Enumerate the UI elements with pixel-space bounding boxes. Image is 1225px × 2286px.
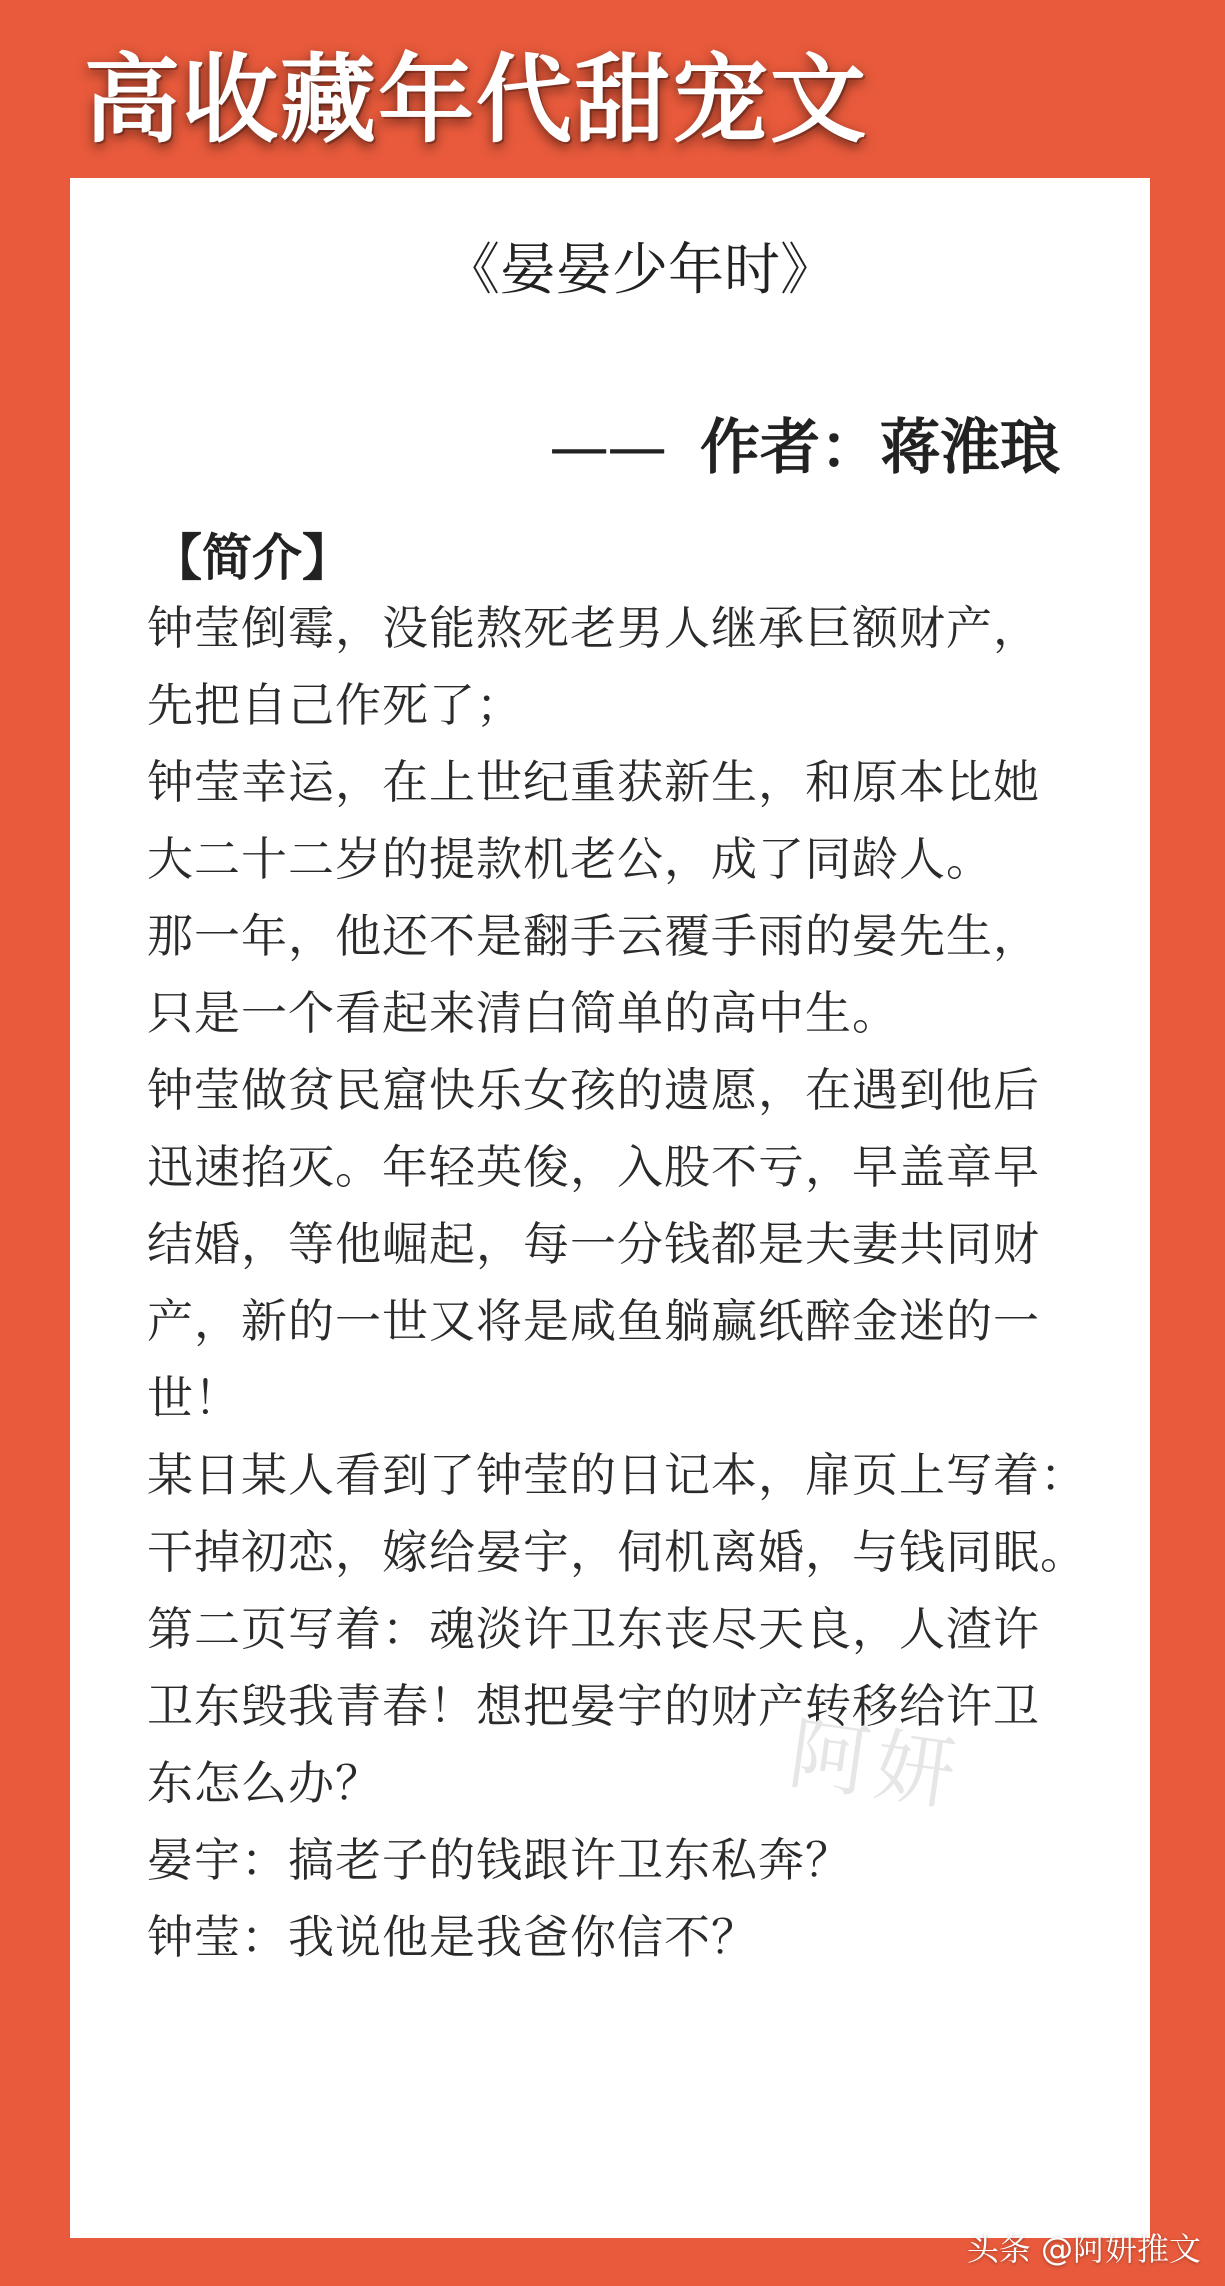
synopsis-line: 结婚，等他崛起，每一分钱都是夫妻共同财 [147, 1217, 1040, 1271]
synopsis-line: 晏宇：搞老子的钱跟许卫东私奔？ [147, 1833, 852, 1887]
synopsis-line: 世！ [147, 1371, 241, 1425]
synopsis-line: 大二十二岁的提款机老公，成了同龄人。 [147, 832, 993, 886]
signature-watermark: 阿妍 [783, 1706, 967, 1823]
synopsis-line: 钟莹幸运，在上世纪重获新生，和原本比她 [147, 755, 1040, 809]
synopsis-line: 某日某人看到了钟莹的日记本，扉页上写着： [147, 1448, 1087, 1502]
synopsis-line: 第二页写着：魂淡许卫东丧尽天良，人渣许 [147, 1602, 1040, 1656]
synopsis-body [147, 590, 1107, 1976]
synopsis-line: 东怎么办？ [147, 1756, 382, 1810]
synopsis-line: 钟莹：我说他是我爸你信不？ [147, 1910, 758, 1964]
author-dash: —— [549, 413, 666, 483]
synopsis-line: 产，新的一世又将是咸鱼躺赢纸醉金迷的一 [147, 1294, 1040, 1348]
synopsis-line: 干掉初恋，嫁给晏宇，伺机离婚，与钱同眠。 [147, 1525, 1087, 1579]
synopsis-heading: 【简介】 [152, 529, 352, 587]
footer-watermark: 头条 @阿妍推文 [966, 2230, 1201, 2268]
author-name: 作者：蒋淮琅 [700, 413, 1060, 483]
synopsis-line: 迅速掐灭。年轻英俊，入股不亏，早盖章早 [147, 1140, 1040, 1194]
synopsis-line: 钟莹倒霉，没能熬死老男人继承巨额财产， [147, 601, 1040, 655]
synopsis-line: 卫东毁我青春！想把晏宇的财产转移给许卫 [147, 1679, 1040, 1733]
header-title: 高收藏年代甜宠文 [84, 44, 868, 156]
synopsis-line: 那一年，他还不是翻手云覆手雨的晏先生， [147, 909, 1040, 963]
synopsis-line: 钟莹做贫民窟快乐女孩的遗愿，在遇到他后 [147, 1063, 1040, 1117]
synopsis-line: 只是一个看起来清白简单的高中生。 [147, 986, 899, 1040]
content-card [70, 178, 1150, 2238]
author-line [549, 408, 1060, 488]
book-title: 《晏晏少年时》 [444, 238, 836, 303]
synopsis-line: 先把自己作死了； [147, 678, 523, 732]
